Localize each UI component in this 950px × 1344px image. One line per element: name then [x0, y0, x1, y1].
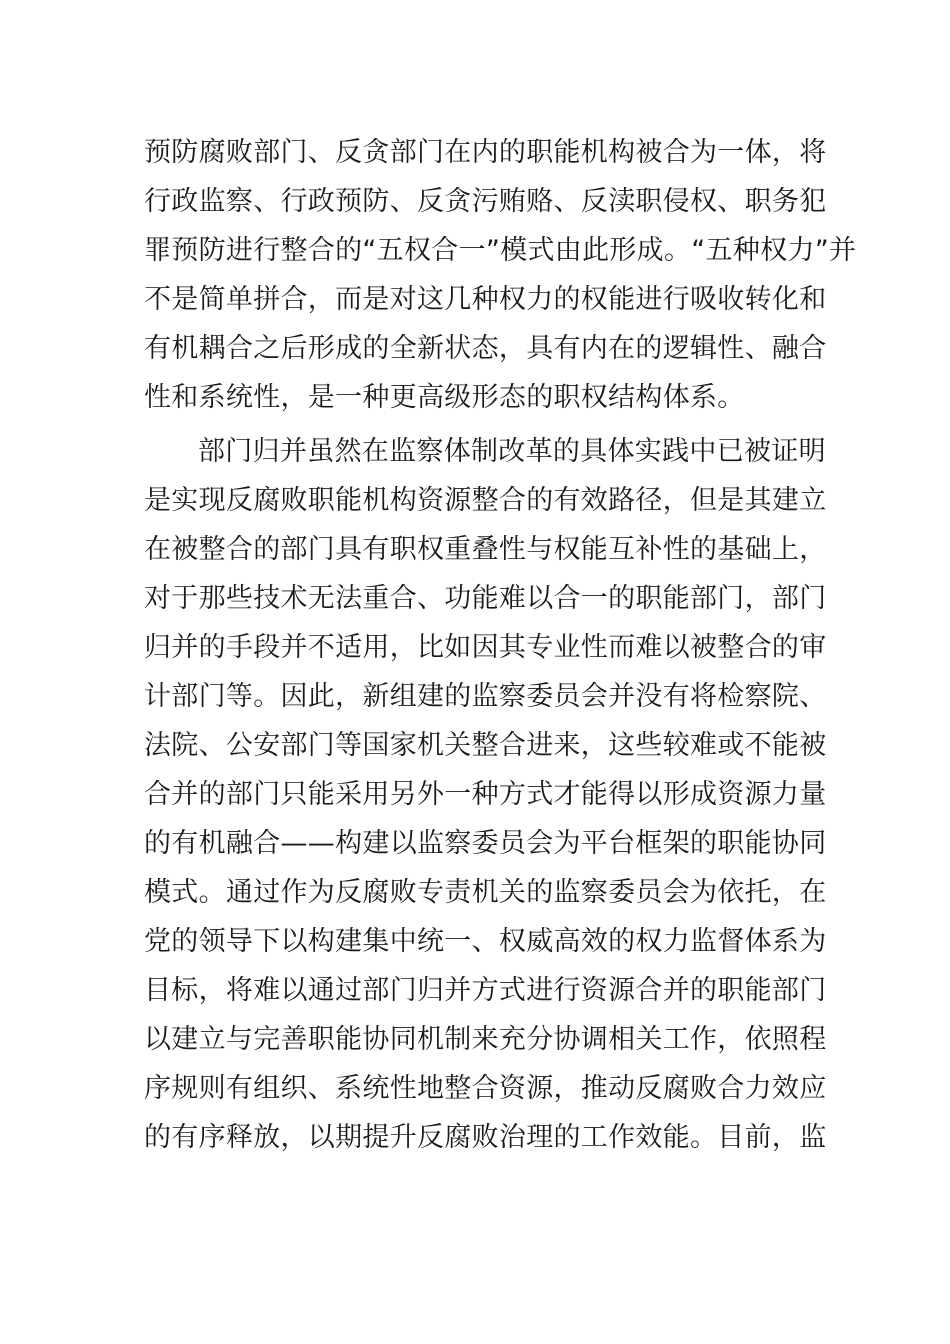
body-text	[144, 128, 857, 1162]
text-line: 合并的部门只能采用另外一种方式才能得以形成资源力量	[144, 779, 827, 810]
text-line: 是实现反腐败职能机构资源整合的有效路径，但是其建立	[144, 485, 827, 516]
paragraph-2	[144, 427, 827, 1162]
text-line: 在被整合的部门具有职权重叠性与权能互补性的基础上，	[144, 534, 827, 565]
text-line: 的有序释放，以期提升反腐败治理的工作效能。目前，监	[144, 1122, 827, 1153]
text-line: 不是简单拼合，而是对这几种权力的权能进行吸收转化和	[144, 284, 827, 315]
text-line: 序规则有组织、系统性地整合资源，推动反腐败合力效应	[144, 1073, 827, 1104]
text-line: 行政监察、行政预防、反贪污贿赂、反渎职侵权、职务犯	[144, 186, 827, 217]
text-line: 罪预防进行整合的“五权合一”模式由此形成。“五种权力”并	[144, 235, 857, 266]
text-line: 党的领导下以构建集中统一、权威高效的权力监督体系为	[144, 926, 827, 957]
text-line: 模式。通过作为反腐败专责机关的监察委员会为依托，在	[144, 877, 827, 908]
text-line: 的有机融合——构建以监察委员会为平台框架的职能协同	[144, 828, 827, 859]
text-line: 性和系统性，是一种更高级形态的职权结构体系。	[144, 382, 745, 413]
text-line: 对于那些技术无法重合、功能难以合一的职能部门，部门	[144, 583, 827, 614]
paragraph-1	[144, 128, 857, 422]
text-line: 计部门等。因此，新组建的监察委员会并没有将检察院、	[144, 681, 827, 712]
text-line: 预防腐败部门、反贪部门在内的职能机构被合为一体，将	[144, 137, 827, 168]
text-line: 归并的手段并不适用，比如因其专业性而难以被整合的审	[144, 632, 827, 663]
text-line: 以建立与完善职能协同机制来充分协调相关工作，依照程	[144, 1024, 827, 1055]
text-line: 目标，将难以通过部门归并方式进行资源合并的职能部门	[144, 975, 827, 1006]
text-line: 法院、公安部门等国家机关整合进来，这些较难或不能被	[144, 730, 827, 761]
text-line: 有机耦合之后形成的全新状态，具有内在的逻辑性、融合	[144, 333, 827, 364]
text-line: 部门归并虽然在监察体制改革的具体实践中已被证明	[198, 436, 826, 467]
